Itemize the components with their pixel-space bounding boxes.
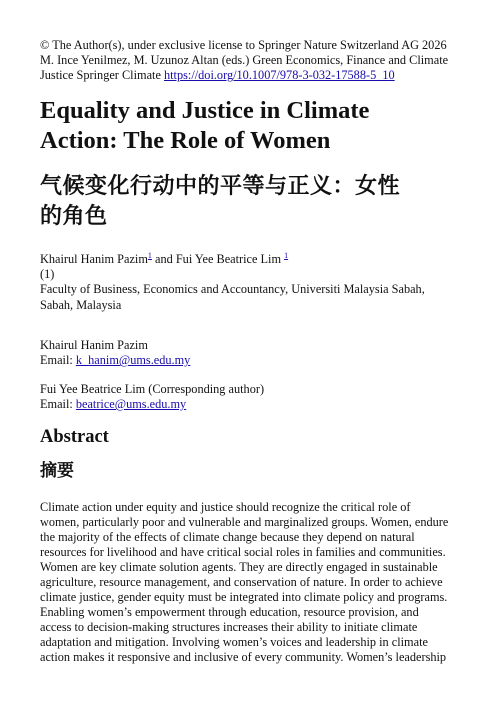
affiliation-text: Sabah, Malaysia xyxy=(40,297,122,312)
email-link[interactable]: beatrice@ums.edu.my xyxy=(75,397,187,412)
authors-block xyxy=(40,252,462,313)
author-line xyxy=(40,252,462,267)
citation-line: M. Ince Yenilmez, M. Uzunoz Altan (eds.) Green Economics, Finance and Climate xyxy=(40,53,449,68)
abstract-line: the majority of the effects of climate change because they depend on natural xyxy=(40,530,415,545)
citation-header xyxy=(40,38,462,84)
citation-text: Justice Springer Climate xyxy=(40,68,164,83)
title-line: 气候变化行动中的平等与正义：女性 xyxy=(40,174,401,199)
contact-name: Khairul Hanim Pazim xyxy=(40,338,148,352)
email-label: Email: xyxy=(40,353,76,368)
chapter-title-zh xyxy=(40,172,462,232)
affiliation-link[interactable]: 1 xyxy=(284,251,289,260)
copyright-line: © The Author(s), under exclusive license to Springer Nature Switzerland AG 2026 xyxy=(40,38,447,52)
affiliation-text: Faculty of Business, Economics and Accountancy, Universiti Malaysia Sabah, xyxy=(40,282,425,297)
contact-email-line xyxy=(40,353,462,368)
title-line: Action: The Role of Women xyxy=(40,127,331,154)
doi-link[interactable]: https://doi.org/10.1007/978-3-032-17588-5_10 xyxy=(163,68,395,83)
email-link[interactable]: k_hanim@ums.edu.my xyxy=(75,353,191,368)
abstract-line: women, particularly poor and vulnerable and marginalized groups. Women, endure xyxy=(40,515,449,530)
contact-email-line xyxy=(40,397,462,412)
affiliation-ref xyxy=(284,251,288,260)
citation-line xyxy=(40,68,462,83)
contact-block xyxy=(40,338,462,368)
abstract-line: Women are key climate solution agents. They are directly engaged in sustainable xyxy=(40,560,438,575)
abstract-line: Enabling women’s empowerment through education, resource provision, and xyxy=(40,605,419,620)
abstract-line: Climate action under equity and justice should recognize the critical role of xyxy=(40,500,411,514)
abstract-line: resources for livelihood and have critical social roles in families and communities. xyxy=(40,545,446,560)
contact-name: Fui Yee Beatrice Lim (Corresponding author) xyxy=(40,382,265,396)
abstract-line: climate justice, gender equity must be integrated into climate policy and programs. xyxy=(40,590,448,605)
title-line: Equality and Justice in Climate xyxy=(40,97,370,124)
abstract-heading: Abstract xyxy=(40,427,109,447)
contact-block xyxy=(40,382,462,412)
abstract-line: access to decision-making structures increases their ability to initiate climate xyxy=(40,620,418,635)
abstract-body xyxy=(40,500,462,666)
abstract-heading-zh: 摘要 xyxy=(40,461,74,481)
author-joiner: and xyxy=(151,252,176,266)
affiliation-link[interactable]: 1 xyxy=(147,251,152,260)
abstract-line: adaptation and mitigation. Involving women’s voices and leadership in climate xyxy=(40,635,428,650)
chapter-title-en xyxy=(40,96,462,156)
abstract-line: agriculture, resource management, and conservation of nature. In order to achieve xyxy=(40,575,443,590)
author-name: Fui Yee Beatrice Lim xyxy=(175,252,282,266)
author-name: Khairul Hanim Pazim xyxy=(40,252,148,266)
abstract-line: action makes it responsive and inclusive of every community. Women’s leadership xyxy=(40,650,447,665)
title-line: 的角色 xyxy=(40,204,108,229)
affiliation-marker: (1) xyxy=(40,267,55,282)
email-label: Email: xyxy=(40,397,76,412)
